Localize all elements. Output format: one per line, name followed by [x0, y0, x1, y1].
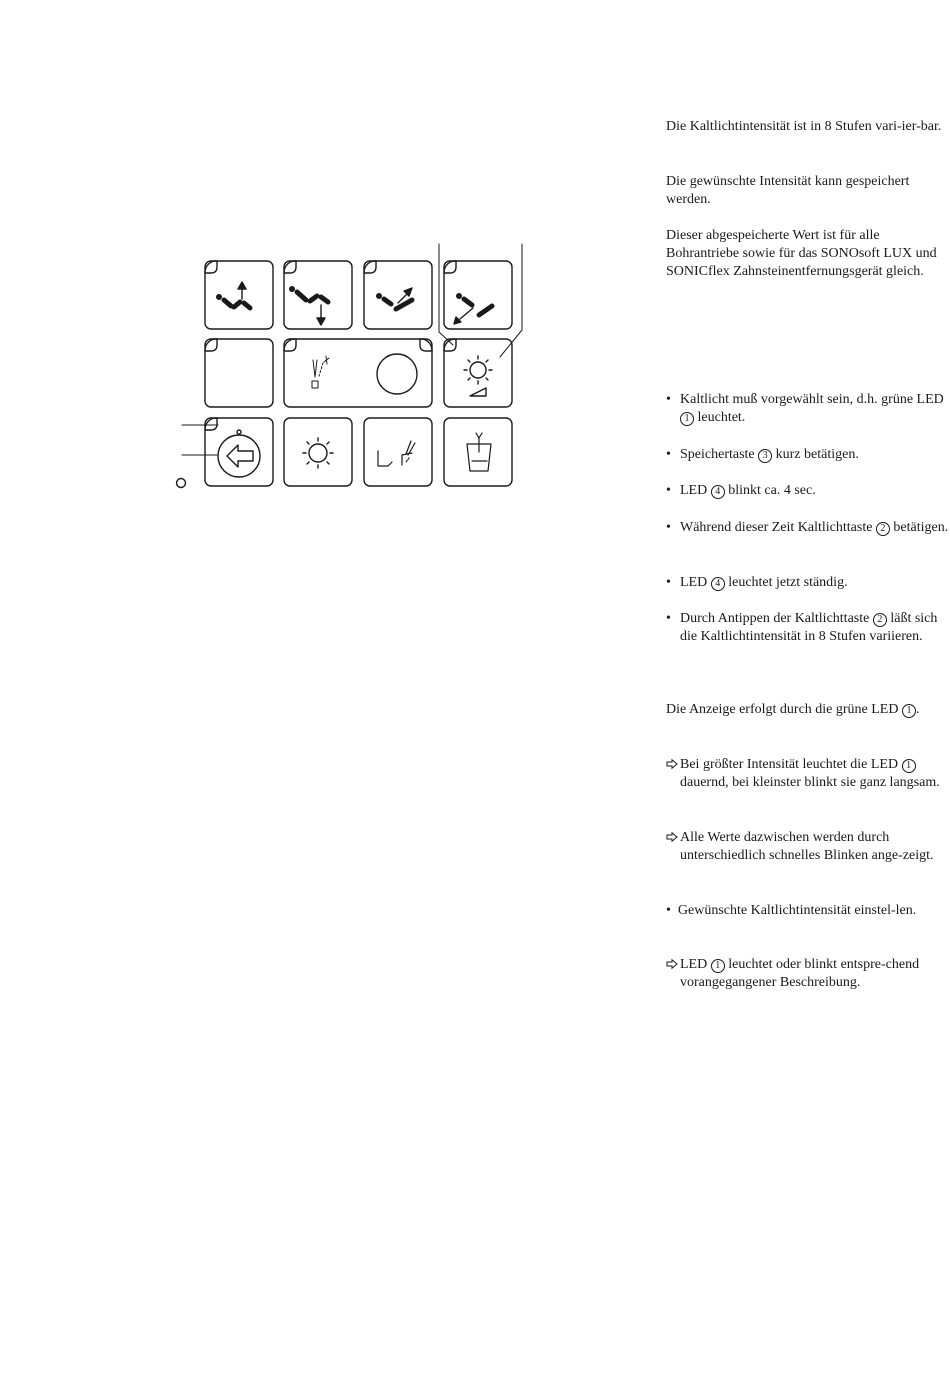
result-arrow-icon [666, 829, 680, 847]
step-item: • LED 4 blinkt ca. 4 sec. [666, 483, 816, 498]
backrest-down-key[interactable] [444, 261, 512, 329]
control-panel-diagram [170, 240, 540, 500]
instrument-spray-icon [312, 356, 329, 388]
chair-down-key[interactable] [284, 261, 352, 329]
operating-light-icon [303, 438, 333, 468]
display-paragraph: Die Anzeige erfolgt durch die grüne LED 1 . [666, 702, 920, 717]
step-item: • Kaltlicht muß vorgewählt sein, d.h. grüne LED 1 leuchtet. [666, 392, 944, 425]
intro-paragraph: Die Kaltlichtintensität ist in 8 Stufen vari-ier-bar. [666, 119, 942, 134]
result-item: Alle Werte dazwischen werden durch unterschiedlich schnelles Blinken ange-zeigt. [666, 829, 950, 865]
cup-fill-icon [467, 433, 491, 471]
led-indicator [177, 479, 186, 488]
backrest-up-icon [376, 288, 412, 309]
chair-up-key[interactable] [205, 261, 273, 329]
backrest-down-icon [454, 293, 492, 324]
light-intensity-key[interactable] [444, 339, 512, 407]
result-item: Bei größter Intensität leuchtet die LED 1 dauernd, bei kleinster blinkt sie ganz langsam. [666, 756, 950, 792]
intro-paragraph: Die gewünschte Intensität kann gespeichert werden. [666, 174, 910, 207]
chair-down-icon [289, 286, 328, 325]
rotation-icon [377, 354, 417, 394]
backrest-up-key[interactable] [364, 261, 432, 329]
rinse-position-icon [378, 441, 415, 466]
step-item: • Speichertaste 3 kurz betätigen. [666, 447, 859, 462]
result-arrow-icon [666, 756, 680, 774]
memory-key[interactable] [205, 418, 273, 486]
rinse-position-key[interactable] [364, 418, 432, 486]
light-intensity-icon [464, 356, 492, 396]
blank-key[interactable] [205, 339, 273, 407]
step-item: • Durch Antippen der Kaltlichttaste 2 läßt sich die Kaltlichtintensität in 8 Stufen variieren. [666, 611, 938, 644]
operating-light-key[interactable] [284, 418, 352, 486]
memory-icon [218, 430, 260, 477]
set-step: • Gewünschte Kaltlichtintensität einstel-len. [666, 903, 917, 918]
step-item: • LED 4 leuchtet jetzt ständig. [666, 575, 848, 590]
result-arrow-icon [666, 956, 680, 974]
cup-fill-key[interactable] [444, 418, 512, 486]
step-item: • Während dieser Zeit Kaltlichttaste 2 betätigen. [666, 520, 949, 535]
chair-up-icon [216, 282, 250, 308]
result-item: LED 1 leuchtet oder blinkt entspre-chend vorangegangener Beschreibung. [666, 956, 950, 992]
intro-paragraph: Dieser abgespeicherte Wert ist für alle Bohrantriebe sowie für das SONOsoft LUX und SONICflex Zahnsteinentfernungsgerät gleich. [666, 228, 937, 279]
instrument-program-key[interactable] [284, 339, 432, 407]
